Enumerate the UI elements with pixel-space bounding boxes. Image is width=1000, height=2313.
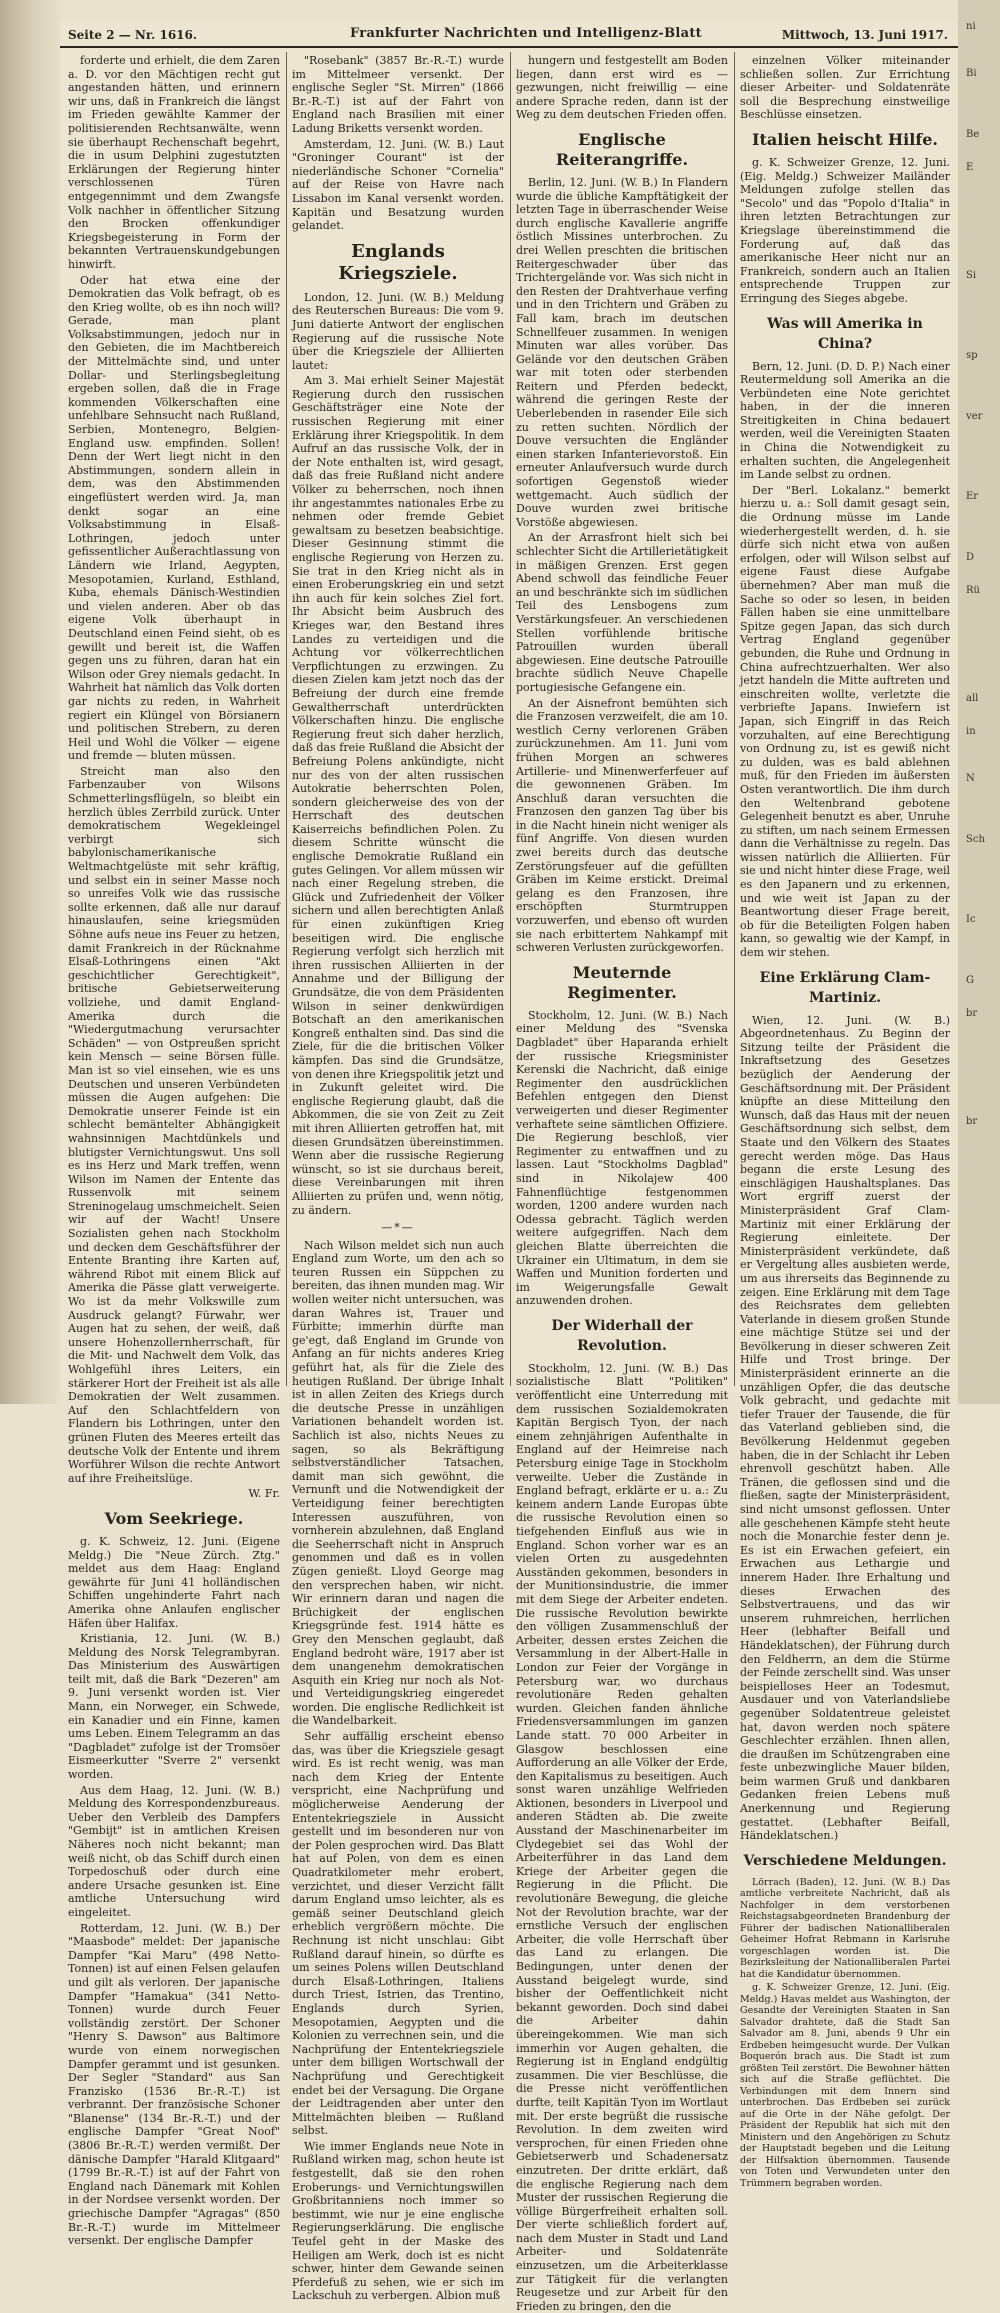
edge-fragment: ni [966,21,976,32]
column-divider [286,52,287,1386]
article-paragraph: London, 12. Juni. (W. B.) Meldung des Reuterschen Bureaus: Die vom 9. Juni datierte Antwort der englischen Regierung auf die russische Note über die Kriegsziele der Alliierten lautet: [292,290,504,372]
masthead [60,22,958,48]
headline-amerika-china: Was will Amerika in China? [767,315,923,352]
article-paragraph: Stockholm, 12. Juni. (W. B.) Nach einer Meldung des "Svenska Dagbladet" über Haparanda erhielt der russische Kriegsminister Kerenski die Nachricht, daß einige Regimenter den ausdrücklichen Befehlen entgegen den Dienst verweigerten und dieser Regimenter verhaftete seine sämtlichen Offiziere. Die Regierung beschloß, vier Regimenter zu entwaffnen und zu lassen. Laut "Stockholms Dagblad" sind in Nikolajew 400 Fahnenflüchtige festgenommen worden, 1200 andere wurden nach Odessa gebracht. Täglich werden weitere aufgegriffen. Nach dem gleichen Blatte überreichten die Ukrainer ein Ultimatum, in dem sie Waffen und Munition forderten und im Weigerungsfalle Gewalt anzuwenden drohen. [516,1008,728,1308]
article-paragraph: g. K. Schweizer Grenze, 12. Juni. (Eig. Meldg.) Havas meldet aus Washington, der Gesandte der Vereinigten Staaten in San Salvador drahtete, daß die Stadt San Salvador am 8. Juni, abends 9 Uhr ein Erdbeben heimgesucht wurde. Der Vulkan Boquerón brach aus. Die Stadt ist zum größten Teil zerstört. Die Bewohner hätten sich auf die Straße geflüchtet. Die Verbindungen mit dem Innern sind unterbrochen. Das Erdbeben sei zurück auf die Orte in der Nähe gefolgt. Der Präsident der Republik hat sich mit den Ministern und den Angehörigen zu Schutz der Hauptstadt begeben und die Leitung der Hilfsaktion übernommen. Tausende von Toten und Verwundeten unter den Trümmern begraben worden. [740,1982,950,2189]
edge-fragment [958,631,1000,644]
article-paragraph: hungern und festgestellt am Boden liegen, dann erst wird es — gezwungen, nicht freiwillig — eine andere Sprache reden, dann ist der Weg zu dem deutschen Frieden offen. [516,54,728,122]
edge-fragment: br [966,1008,978,1019]
article-paragraph: g. K. Schweizer Grenze, 12. Juni. (Eig. Meldg.) Schweizer Mailänder Meldungen zufolge stellen das "Secolo" und das "Popolo d'Italia" in ihren letzten Betrachtungen zur Kriegslage übereinstimmend die Forderung auf, daß das amerikanische Heer nicht nur an Frankreich, sondern auch an Italien entsprechende Truppen zur Erringung des Sieges abgebe. [740,155,950,305]
article-paragraph: Wien, 12. Juni. (W. B.) Abgeordnetenhaus. Zu Beginn der Sitzung teilte der Präsident die Inkraftsetzung des Gesetzes bezüglich der Aenderung der Geschäftsordnung mit. Der Präsident knüpfte an diese Mitteilung den Wunsch, daß das Haus mit der neuen Geschäftsordnung sich selbst, dem Staate und den Völkern des Staates gerecht werden möge. Das Haus begann die erste Lesung des einschlägigen Haushaltsplanes. Das Wort ergriff zuerst der Ministerpräsident Graf Clam-Martiniz mit einer Erklärung der Regierung einleitete. Der Ministerpräsident verkündete, daß er Vergeltung alles ausbieten werde, um aus ihrerseits das Beginnende zu zeigen. Eine Erklärung mit dem Tage des Reichsrates dem geliebten Vaterlande in diesem großen Stunde eine mächtige Stütze sei und der Bevölkerung in dieser schweren Zeit Hilfe und Trost bringe. Der Ministerpräsident erinnerte an die unzähligen Opfer, die das deutsche Volk gebracht, und gedachte mit tiefer Trauer der Tausende, die für das Vaterland geblieben sind, die Bevölkerung Heldenmut gegeben haben, die in der Schlacht ihr Leben ehrenvoll geschützt haben. Alle Tränen, die geflossen sind und die fließen, sagte der Ministerpräsident, sind nicht umsonst geflossen. Unter alle geschehenen Kämpfe steht heute noch die Monarchie fester denn je. Es ist ein Erwachen gefeiert, ein Erwachen aus Lethargie und innerem Hader. Ihre Erhaltung und dieses Erwachen des Selbstvertrauens, und das wir unserem ruhmreichen, herrlichen Heer (lebhafter Beifall und Händeklatschen), der Führung durch den Feldherrn, an dem die Stürme der Feinde zerschellt sind. Was unser beispielloses Heer an Todesmut, Ausdauer und von Vaterlandsliebe gegenüber Soldatentreue geleistet hat, davon werden noch spätere Geschlechter erzählen. Ihnen allen, die draußen im Schützengraben eine feste unbezwingliche Mauer bilden, beim warmen Gruß und dankbaren Gedanken freien Lebens muß Anerkennung und Regierung gestattet. (Lebhafter Beifall, Händeklatschen.) [740,1013,950,1843]
newspaper-page [60,22,958,2313]
page-number: Seite 2 — Nr. 1616. [68,28,198,42]
article-paragraph: An der Arrasfront hielt sich bei schlechter Sicht die Artillerietätigkeit in mäßigen Grenzen. Erst gegen Abend schwoll das feindliche Feuer an und beschränkte sich im südlichen Teil des Lensbogens zum Verstärkungsfeuer. An verschiedenen Stellen vorfühlende britische Patrouillen wurden überall abgewiesen. Eine deutsche Patrouille brachte südlich Neuve Chapelle portugiesische Gefangene ein. [516,531,728,694]
article-paragraph: Sehr auffällig erscheint ebenso das, was über die Kriegsziele gesagt wird. Es ist recht wenig, was man nach dem Krieg der Entente verspricht, eine Nachprüfung und möglicherweise Aenderung der Ententekriegsziele in Aussicht gestellt und im besonderen nur von der Polen gesprochen wird. Das Blatt hat auf Polen, von dem es einen Quadratkilometer mehr erobert, verzichtet, und dieser Verzicht fällt darum England umso leichter, als es gemäß seiner Deutschland gleich erheblich vergrößern möchte. Die Rechnung ist nicht unschlau: Gibt Rußland darauf hinein, so dürfte es um seines Polens willen Deutschland durch Elsaß-Lothringen, Italiens durch Triest, Istrien, das Trentino, Englands durch Syrien, Mesopotamien, Aegypten und die Kolonien zu verrechnen sein, und die Nachprüfung der Ententekriegsziele unter dem billigen Wortschwall der Nachprüfung und Gerechtigkeit endet bei der Versagung. Die Organe der Leidtragenden aber unter den Mittelmächten bleiben — Rußland selbst. [292,1730,504,2138]
edge-fragment: in [966,726,976,737]
article-paragraph: Der "Berl. Lokalanz." bemerkt hierzu u. a.: Soll damit gesagt sein, die Ordnung müsse im Lande wiederhergestellt werden, d. h. sie dürfe sich nicht etwa von außen erfolgen, oder will Wilson selbst auf eigene Faust diese Aufgabe übernehmen? Aber man muß die Sache so oder so lesen, in beiden Fällen haben sie eine unmittelbare Spitze gegen Japan, das sich durch Vertrag England gegenüber gebunden, die Ruhe und Ordnung in China aufrechtzuerhalten. Wer also jetzt handeln die Mitte auftreten und einschreiten wollte, verletzte die verbriefte Japans. Inwiefern ist Japan, sich Eingriff in das Reich vorzuhalten, auf eine Berechtigung von Ordnung zu, ist es gewiß nicht zu dulden, was es bald ablehnen muß, für den Frieden im äußersten Osten verantwortlich. Die ihm durch den Weltenbrand gebotene Gelegenheit benutzt es aber, Unruhe zu stiften, um nach seinem Ermessen dann die Verhältnisse zu regeln. Das wissen natürlich die Alliierten. Für sie und nicht hinter diese Frage, weil es den Japanern und zu erkennen, und wie weit ist Japan zu der Beantwortung dieser Frage bereit, ob für die Beteiligten Folgen haben kann, so gewaltig wie der Kampf, in dem wir stehen. [740,483,950,960]
edge-fragment: Sch [966,834,985,845]
column-2 [292,54,504,2303]
article-paragraph: forderte und erhielt, die dem Zaren a. D. vor den Mächtigen recht gut angestanden hätten, und erinnern wir uns, daß in Frankreich die längst im Frieden gewählte Kammer der politisierenden Rechtsanwälte, wenn sie überhaupt Rechenschaft begehrt, die in usum Delphini zugestutzten Erklärungen der Regierung hinter verschlossenen Türen entgegennimmt und dem Zwangsfe Volk nachher in öffentlicher Sitzung den Brocken offenkundiger Kriegsbegeisterung in Form der bekannten Vertrauenskundgebungen hinwirft. [68,54,280,271]
article-paragraph: Lörrach (Baden), 12. Juni. (W. B.) Das amtliche verbreitete Nachricht, daß als Nachfolger in dem verstorbenen Reichstagsabgeordneten Brandenburg der Führer der badischen Nationalliberalen Geheimer Hofrat Rebmann in Karlsruhe vorgeschlagen worden ist. Die Bezirksleitung der Nationalliberalen Partei hat die Kandidatur übernommen. [740,1876,950,1980]
edge-fragment: all [966,693,979,704]
article-paragraph: An der Aisnefront bemühten sich die Franzosen verzweifelt, die am 10. westlich Cerny verlorenen Gräben zurückzunehmen. Am 11. Juni vom frühen Morgen an schweres Artillerie- und Minenwerferfeuer auf die gewonnenen Gräben. Im Anschluß daran versuchten die Franzosen den ganzen Tag über bis in die Nacht hinein nicht weniger als fünf Angriffe. Von diesen wurden zwei bereits durch das deutsche Zerstörungsfeuer auf die gefüllten Gräben im Keime erstickt. Dreimal gelang es den Franzosen, ihre erschöpften Sturmtruppen vorzuwerfen, und ebenso oft wurden sie nach erbittertem Nahkampf mit schweren Verlusten zurückgeworfen. [516,696,728,955]
edge-fragment: Bi [966,68,977,79]
article-paragraph: Rotterdam, 12. Juni. (W. B.) Der "Maasbode" meldet: Der japanische Dampfer "Kai Maru" (498 Netto-Tonnen) ist auf einen Felsen gelaufen und gilt als verloren. Der japanische Dampfer "Hamakua" (341 Netto-Tonnen) wurde durch Feuer vollständig zerstört. Der Schoner "Henry S. Dawson" aus Baltimore wurde von einem norwegischen Dampfer gerammt und ist gesunken. Der Segler "Standard" aus San Franzisko (1536 Br.-R.-T.) ist verbrannt. Der französische Schoner "Blanense" (134 Br.-R.-T.) und der englische Dampfer "Great Noof" (3806 Br.-R.-T.) werden vermißt. Der dänische Dampfer "Harald Klitgaard" (1799 Br.-R.-T.) ist auf der Fahrt von England nach Dänemark mit Kohlen in der Nordsee versenkt worden. Der griechische Dampfer "Agragas" (850 Br.-R.-T.) wurde im Mittelmeer versenkt. Der englische Dampfer [68,1921,280,2248]
page-binding-edge [0,0,60,1404]
edge-fragment: br [966,1116,978,1127]
column-1 [68,54,280,2248]
article-paragraph: Oder hat etwa eine der Demokratien das Volk befragt, ob es den Krieg wollte, ob es ihn noch will? Gerade, man plant Volksabstimmungen, jedoch nur in den Gebieten, die im Machtbereich der Mittelmächte sind, und unter Dollar- und Sterlingsbegleitung ergeben sollen, daß die in Frage kommenden Völkerschaften eine unfehlbare Sehnsucht nach Rußland, Serbien, Montenegro, Belgien-England usw. empfinden. Sollen! Denn der Wert liegt nicht in den Abstimmungen, sondern allein in dem, was den Abstimmenden eingeflüstert werden wird. Ja, man denkt sogar an eine Volksabstimmung in Elsaß-Lothringen, jedoch unter gefissentlicher Außerachtlassung von Ländern wie Irland, Aegypten, Mesopotamien, Kurland, Esthland, Kuba, ehemals Dänisch-Westindien und vielen anderen. Aber ob das eigene Volk überhaupt in Deutschland einen Feind sieht, ob es gewillt und bereit ist, die Waffen gegen uns zu führen, daran hat ein Wilson oder Grey niemals gedacht. In Wahrheit hat nämlich das Volk dorten gar nichts zu reden, in Wahrheit regiert ein Klüngel von Börsianern und politischen Strebern, zu deren Heil und Wohl die Völker — eigene und fremde — bluten müssen. [68,273,280,763]
headline-seekriege: Vom Seekriege. [104,1508,244,1528]
edge-fragment: E [966,162,974,173]
article-paragraph: Streicht man also den Farbenzauber von Wilsons Schmetterlingsflügeln, so bleibt ein herzlich übles Zerrbild zurück. Unter demokratischem Wegekleingel verbirgt sich babylonischamerikanische Weltmachtgelüste mit sehr kräftig, und selbst ein in seiner Masse noch so unreifes Volk wie das russische sollte erkennen, daß alle nur darauf hinauslaufen, seine kriegsmüden Söhne aufs neue ins Feuer zu hetzen, damit Frankreich in der Rücknahme Elsaß-Lothringens einen "Akt geschichtlicher Gerechtigkeit", britische Gebietserweiterung vollziehe, und damit England-Amerika durch die "Wiedergutmachung verursachter Schäden" — von Ostpreußen spricht kein Mensch — seine Börsen fülle. Man ist so viel einsehen, wie es uns Deutschen und unseren Verbündeten müssen die Augen aufgehen: Die Demokratie unserer Feinde ist ein schlecht bemäntelter Abhängigkeit wahnsinnigen Machtdünkels und blutigster Vernichtungswut. Uns soll es ins Herz und Mark treffen, wenn Wilson im Namen der Entente das Russenvolk mit seinem Streninogelaug umschmeichelt. Seien wir auf der Wacht! Unsere Sozialisten gehen nach Stockholm und decken dem Geschäftsführer der Entente Branting ihre Karten auf, während Ribot mit einem Blick auf Amerika die Pässe glatt verweigerte. Wo ist da mehr Volkswille zum Ausdruck gelangt? Fürwahr, wer Augen hat zu sehen, der weiß, daß unsere Hohenzollernherrschaft, für die Mit- und Nachwelt dem Volk, das Wohlgefühl ihres Leiters, ein stärkerer Hort der Freiheit ist als alle Demokratien der Welt zusammen. Auf den Schlachtfeldern von Flandern bis Lothringen, unter den grünen Fluten des Meeres erteilt das deutsche Volk der Entente und ihrem Worführer Wilson die rechte Antwort auf ihre Freiheitslüge. [68,764,280,1485]
headline-verschiedene-meldungen: Verschiedene Meldungen. [743,1852,947,1869]
edge-fragment: D [966,552,975,563]
article-paragraph: Stockholm, 12. Juni. (W. B.) Das sozialistische Blatt "Politiken" veröffentlicht eine Unterredung mit dem russischen Sozialdemokraten Kapitän Bergisch Tyon, der nach einem zehnjährigen Aufenthalte in England auf der Heimreise nach Petersburg einige Tage in Stockholm verweilte. Ueber die Zustände in England befragt, erklärte er u. a.: Zu keinem andern Lande Europas übte die russische Revolution einen so tiefgehenden Einfluß aus wie in England. Schon vorher war es an vielen Orten zu ausgedehnten Ausständen gekommen, besonders in der Munitionsindustrie, die immer mit dem Siege der Arbeiter endeten. Die russische Revolution bewirkte den völligen Zusammenschluß der Arbeiter, dessen erstes Zeichen die Versammlung in der Albert-Halle in London zur Feier der Vorgänge in Petersburg war, wo durchaus revolutionäre Reden gehalten wurden. Gleichen fanden ähnliche Friedensversammlungen im ganzen Lande statt. 70 000 Arbeiter in Glasgow beschlossen eine Aufforderung an alle Völker der Erde, den Kapitalismus zu beseitigen. Auch sonst waren unzählige Welfrieden Aktionen, besonders in Liverpool und anderen Städten ab. Die zweite Ausstand der Maschinenarbeiter im Clydegebiet sei das Wohl der Arbeiterführer in das Land dem Kriege der Arbeiter gegen die Regierung in die Pflicht. Die revolutionäre Bewegung, die gleiche Not der Revolution brachte, war der ernstliche Versuch der englischen Arbeiter, die volle Herrschaft über das Land zu erlangen. Die Bedingungen, unter denen der Ausstand beigelegt wurde, sind bisher der Oeffentlichkeit nicht bekannt geworden. Doch sind dabei die Arbeiter dahin übereingekommen. Wie man sich immerhin vor Augen gehalten, die Regierung ist in England endgültig zusammen. Die vier Beschlüsse, die die Presse nicht veröffentlichen durfte, teilt Kapitän Tyon im Wortlaut mit. Der erste begrüßt die russische Revolution. In dem zweiten wird versprochen, für einen Frieden ohne Gebietserwerb und Schadenersatz einzutreten. Der dritte erklärt, daß die englische Regierung nach dem Muster der russischen Regierung die völlige Bürgerfreiheit erhalten soll. Der vierte schließlich fordert auf, nach dem Muster in Stadt und Land Arbeiter- und Soldatenräte einzusetzen, um die Arbeiterklasse zur Tätigkeit für die verlangten Reugesetze und zur Arbeit für den Frieden zu bringen, den die [516,1361,728,2313]
edge-fragment: sp [966,350,978,361]
headline-clam-martiniz: Eine Erklärung Clam-Martiniz. [759,969,931,1006]
article-paragraph: Bern, 12. Juni. (D. D. P.) Nach einer Reutermeldung soll Amerika an die Verbündeten eine Note gerichtet haben, in der die inneren Streitigkeiten in China bedauert werden, weil die Vereinigten Staaten in China die Notwendigkeit zu erhalten suchten, die Angelegenheit im Lande selbst zu ordnen. [740,359,950,482]
column-4 [740,54,950,2189]
edge-fragment [958,866,1000,879]
edge-fragment: Si [966,270,977,281]
headline-englands-kriegsziele: Englands Kriegsziele. [338,240,458,284]
edge-fragment [958,1054,1000,1067]
column-divider [734,52,735,1386]
edge-fragment [958,443,1000,456]
article-paragraph: Berlin, 12. Juni. (W. B.) In Flandern wurde die übliche Kampftätigkeit der letzten Tage in überraschender Weise durch englische Kavallerie angriffe östlich Missines unterbrochen. Zu drei Wellen preschten die britischen Reitergeschwader über das Trichtergelände vor. Was sich nicht in den Resten der Drahtverhaue verfing und in den Trichtern und Gräben zu Fall kam, brach im deutschen Schnellfeuer zusammen. In wenigen Minuten war alles vorüber. Das Gelände vor den deutschen Gräben war mit toten oder sterbenden Reitern und Pferden bedeckt, während die geringen Reste der Ueberlebenden in rasender Eile sich zu retten suchten. Nördlich der Douve versuchten die Engländer einen starken Infanterievorstoß. Ein erneuter Anlaufversuch wurde durch sofortigen Gegenstoß wieder wettgemacht. Auch südlich der Douve wurden zwei britische Vorstöße abgewiesen. [516,175,728,529]
article-paragraph: einzelnen Völker miteinander schließen sollen. Zur Errichtung dieser Arbeiter- und Soldatenräte soll die Besprechung einstweilige Beschlüsse einsetzen. [740,54,950,122]
headline-meuternde-regimenter: Meuternde Regimenter. [567,962,677,1002]
article-paragraph: Am 3. Mai erhielt Seiner Majestät Regierung durch den russischen Geschäftsträger eine Note der russischen Regierung mit einer Erklärung ihrer Kriegspolitik. In dem Aufruf an das russische Volk, der in der Note enthalten ist, wird gesagt, daß das freie Rußland nicht andere Völker zu beherrschen, noch ihnen ihr angestammtes nationales Erbe zu nehmen oder fremde Gebiet gewaltsam zu besetzen beabsichtige. Dieser Gesinnung stimmt die englische Regierung von Herzen zu. Sie trat in den Krieg nicht als in einen Eroberungskrieg ein und setzt ihn auch für kein solches Ziel fort. Ihr Absicht beim Ausbruch des Krieges war, den Bestand ihres Landes zu verteidigen und die Achtung vor völkerrechtlichen Verpflichtungen zu erzwingen. Zu diesen Zielen kam jetzt noch das der Befreiung der durch eine fremde Gewaltherrschaft unterdrückten Völkerschaften hinzu. Die englische Regierung freut sich daher herzlich, daß das freie Rußland die Absicht der Befreiung Polens ankündigte, nicht nur des von der alten russischen Autokratie beherrschten Polen, sondern gleicherweise des von der Herrschaft des deutschen Kaiserreichs befindlichen Polen. Zu diesem Schritte wünscht die englische Demokratie Rußland ein gutes Gelingen. Vor allem müssen wir nach einer Regelung streben, die Glück und Zufriedenheit der Völker sichern und allen berechtigten Anlaß für einen zukünftigen Krieg beseitigen wird. Die englische Regierung verfolgt sich herzlich mit ihren russischen Alliierten in der Annahme und der Billigung der Grundsätze, die von dem Präsidenten Wilson in seiner denkwürdigen Botschaft an den amerikanischen Kongreß enthalten sind. Das sind die Ziele, für die die britischen Völker kämpfen. Das sind die Grundsätze, von denen ihre Kriegspolitik jetzt und in Zukunft geleitet wird. Die englische Regierung glaubt, daß die Abkommen, die sie von Zeit zu Zeit mit ihren Alliierten getroffen hat, mit diesen Grundsätzen übereinstimmen. Wenn aber die russische Regierung wünscht, so ist sie durchaus bereit, diese Vereinbarungen mit ihren Alliierten zu prüfen und, wenn nötig, zu ändern. [292,374,504,1217]
edge-fragment: Er [966,491,979,502]
article-paragraph: Wie immer Englands neue Note in Rußland wirken mag, schon heute ist festgestellt, daß sie den rohen Eroberungs- und Vernichtungswillen Großbritanniens noch immer so bestimmt, wie nur je eine englische Regierungserklärung. Die englische Teufel geht in der Maske des Heiligen am Werk, doch ist es nicht schwer, hinter dem Gewande seinen Pferdefuß zu sehen, wie er sich im Lackschuh zu verbergen. Albion muß [292,2139,504,2303]
column-divider [510,52,511,1386]
edge-fragment [958,208,1000,221]
adjacent-page-edge [958,0,1000,1404]
edge-fragment: Ic [966,914,976,925]
article-paragraph: Amsterdam, 12. Juni. (W. B.) Laut "Groninger Courant" ist der niederländische Schoner "Cornelia" auf der Reise von Havre nach Lissabon im Kanal versenkt worden. Kapitän und Besatzung wurden gelandet. [292,137,504,233]
headline-widerhall-revolution: Der Widerhall der Revolution. [551,1317,693,1354]
article-paragraph: Nach Wilson meldet sich nun auch England zum Worte, um den ach so teuren Russen ein Süppchen zu bereiten, das ihnen munden mag. Wir wollen weiter nicht untersuchen, was daran Wahres ist, Trauer und Fürbitte; immerhin dürfte man ge'egt, daß England im Grunde von Anfang an für nichts anderes Krieg geführt hat, als für die Ziele des heutigen Rußland. Der übrige Inhalt ist in allen Zeiten des Kriegs durch die deutsche Presse in unzähligen Variationen behandelt worden ist. Sachlich ist also, nichts Neues zu sagen, so als Bekräftigung selbstverständlicher Tatsachen, damit man sich gewöhnt, die Vernunft und die Notwendigkeit der Verteidigung feiner berechtigten Interessen auszuführen, von vornherein abzulehnen, daß England die Seeherrschaft nicht in Anspruch genommen und daß es in vollen Zügen genießt. Lloyd George mag den versprechen haben, wir nicht. Wir erinnern daran und nagen die Brüchigkeit der englischen Kriegsgründe fest. 1914 hätte es Grey den Menschen geglaubt, daß England bedroht wäre, 1917 aber ist dem unangenehm demokratischen Asquith ein Krieg nur noch als Not- und Verteidigungskrieg eingeredet worden. Die englische Redlichkeit ist die Wandelbarkeit. [292,1238,504,1728]
adjacent-page-text-fragments [958,20,1000,1128]
edge-fragment: Be [966,129,980,140]
column-3 [516,54,728,2313]
article-paragraph: Aus dem Haag, 12. Juni. (W. B.) Meldung des Korrespondenzbureaus. Ueber den Verbleib des Dampfers "Gembijt" ist in amtlichen Kreisen Näheres noch nicht bekannt; man weiß nicht, ob das Schiff durch einen Torpedoschuß oder durch eine andere Ursache gesunken ist. Eine amtliche Untersuchung wird eingeleitet. [68,1783,280,1919]
edge-fragment: Rü [966,585,980,596]
article-paragraph: "Rosebank" (3857 Br.-R.-T.) wurde im Mittelmeer versenkt. Der englische Segler "St. Mirren" (1866 Br.-R.-T.) ist auf der Fahrt von England nach Brasilien mit einer Ladung Briketts versenkt worden. [292,54,504,135]
article-paragraph: Kristiania, 12. Juni. (W. B.) Meldung des Norsk Telegrambyran. Das Ministerium des Auswärtigen teilt mit, daß die Bark "Dezeren" am 9. Juni versenkt worden ist. Vier Mann, ein Norweger, ein Schwede, ein Kanadier und ein Finne, kamen ums Leben. Einem Telegramm an das "Dagbladet" zufolge ist der Tromsöer Eismeerkutter "Sverre 2" versenkt worden. [68,1632,280,1782]
edge-fragment: G [966,975,974,986]
issue-date: Mittwoch, 13. Juni 1917. [781,28,948,42]
article-paragraph: g. K. Schweiz, 12. Juni. (Eigene Meldg.) Die "Neue Zürch. Ztg." meldet aus dem Haag: England gewährte für Juni 41 holländischen Schiffen ungehinderte Fahrt nach Amerika ohne Anlaufen englischer Häfen über Halifax. [68,1534,280,1630]
author-signature: W. Fr. [248,1487,280,1501]
edge-fragment: ver [966,411,983,422]
edge-fragment [958,302,1000,315]
newspaper-title: Frankfurter Nachrichten und Intelligenz-Blatt [350,26,702,41]
headline-italien-hilfe: Italien heischt Hilfe. [752,129,938,149]
headline-reiterangriffe: Englische Reiterangriffe. [555,129,689,169]
section-separator: —*— [381,1221,415,1235]
edge-fragment: N [966,773,975,784]
